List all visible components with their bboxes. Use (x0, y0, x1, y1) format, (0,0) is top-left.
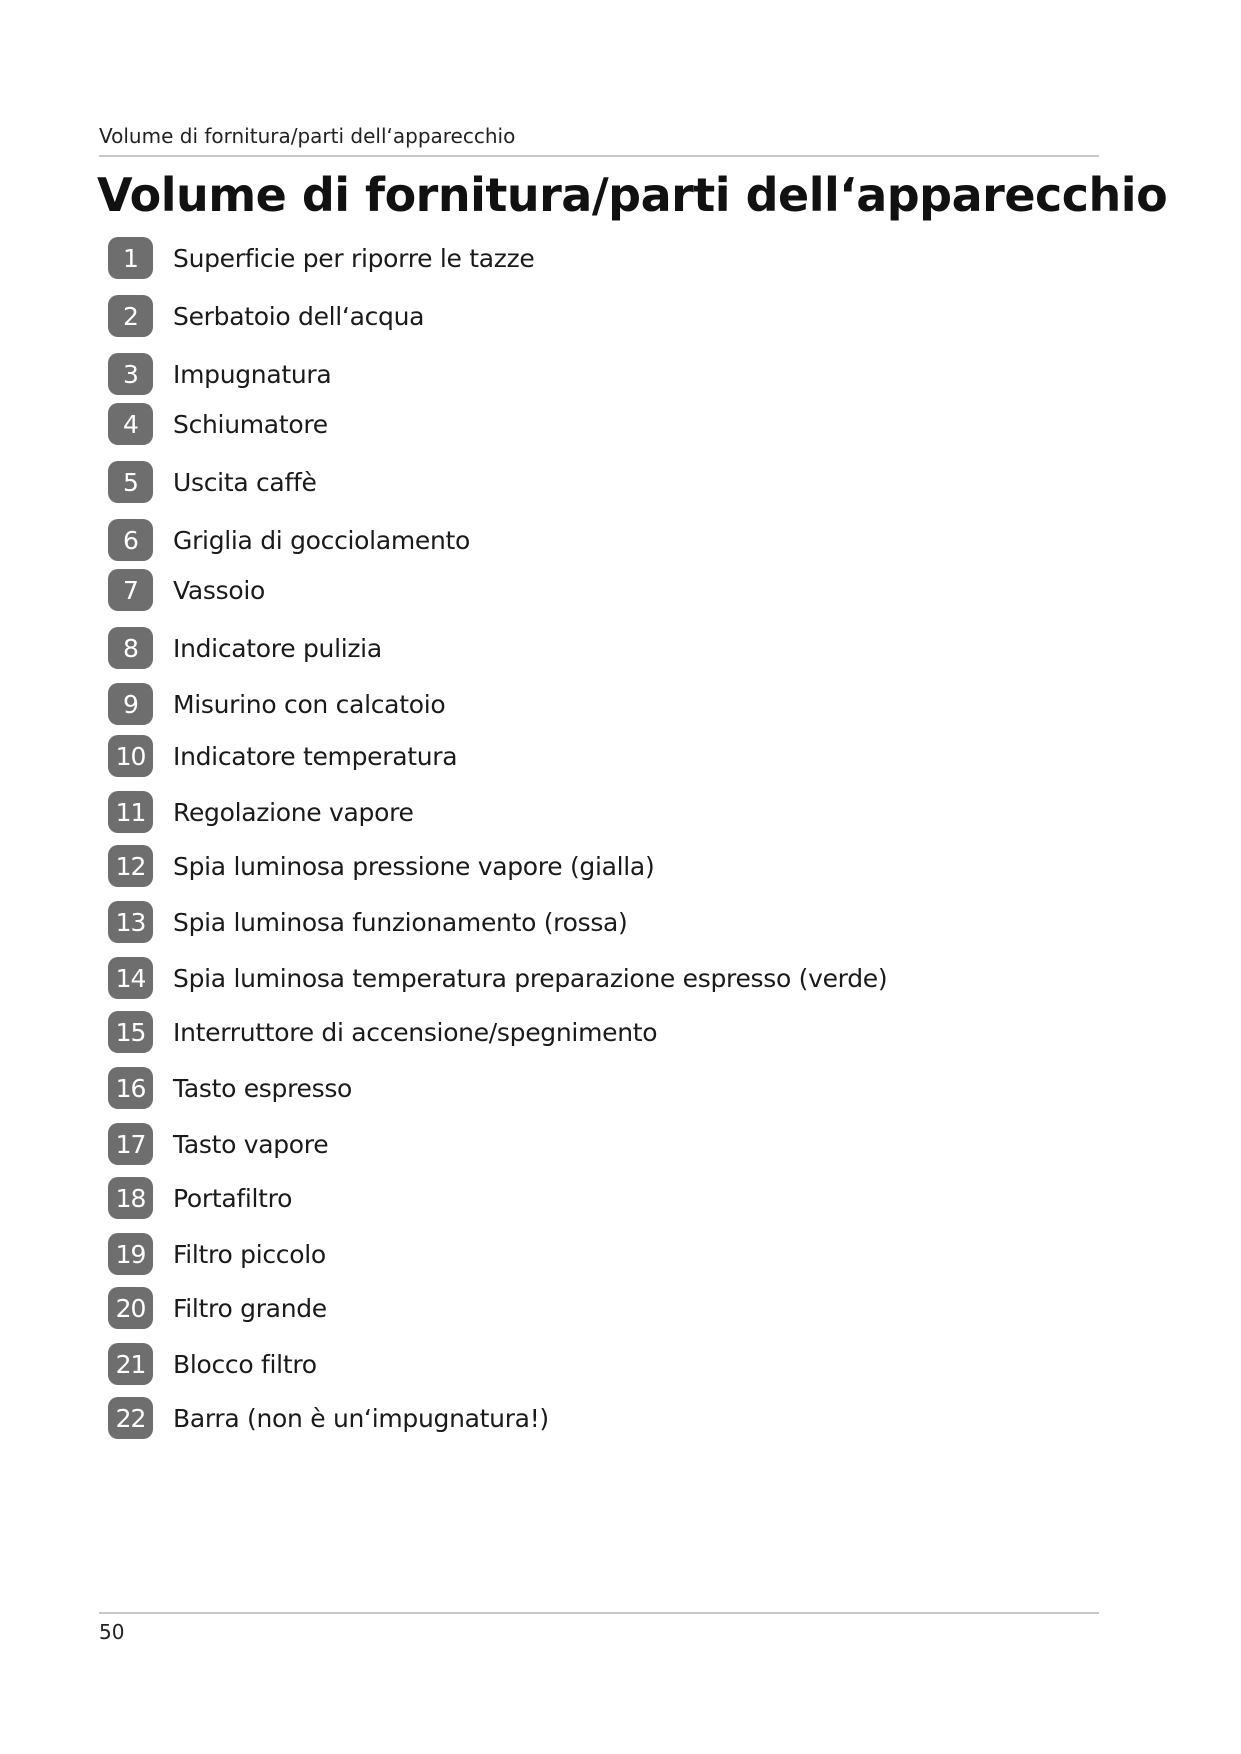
list-item (108, 626, 382, 670)
part-label: Tasto vapore (173, 1129, 329, 1159)
part-label: Filtro piccolo (173, 1239, 326, 1269)
part-number-badge: 18 (108, 1177, 153, 1219)
part-label: Superficie per riporre le tazze (173, 243, 535, 273)
list-item (108, 1396, 549, 1440)
list-item (108, 790, 414, 834)
part-number-badge: 5 (108, 461, 153, 503)
part-label: Indicatore pulizia (173, 633, 382, 663)
part-label: Griglia di gocciolamento (173, 525, 471, 555)
list-item (108, 402, 328, 446)
part-number-badge: 16 (108, 1067, 153, 1109)
part-label: Portafiltro (173, 1183, 293, 1213)
list-item (108, 294, 424, 338)
part-label: Interruttore di accensione/spegnimento (173, 1017, 658, 1047)
page-number: 50 (99, 1620, 125, 1644)
part-number-badge: 1 (108, 237, 153, 279)
list-item (108, 1010, 657, 1054)
part-number-badge: 13 (108, 901, 153, 943)
list-item (108, 1066, 352, 1110)
part-number-badge: 21 (108, 1343, 153, 1385)
list-item (108, 844, 654, 888)
footer-divider (99, 1612, 1099, 1614)
part-number-badge: 17 (108, 1123, 153, 1165)
part-label: Serbatoio dell‘acqua (173, 301, 425, 331)
part-number-badge: 22 (108, 1397, 153, 1439)
part-label: Spia luminosa funzionamento (rossa) (173, 907, 628, 937)
part-label: Schiumatore (173, 409, 328, 439)
list-item (108, 352, 331, 396)
part-number-badge: 4 (108, 403, 153, 445)
part-number-badge: 7 (108, 569, 153, 611)
list-item (108, 734, 457, 778)
list-item (108, 1232, 326, 1276)
part-label: Filtro grande (173, 1293, 327, 1323)
part-label: Misurino con calcatoio (173, 689, 446, 719)
part-number-badge: 11 (108, 791, 153, 833)
header-divider (99, 155, 1099, 157)
part-number-badge: 20 (108, 1287, 153, 1329)
list-item (108, 1176, 292, 1220)
part-number-badge: 15 (108, 1011, 153, 1053)
part-number-badge: 8 (108, 627, 153, 669)
part-number-badge: 2 (108, 295, 153, 337)
part-number-badge: 3 (108, 353, 153, 395)
part-label: Regolazione vapore (173, 797, 414, 827)
part-number-badge: 6 (108, 519, 153, 561)
part-label: Impugnatura (173, 359, 332, 389)
list-item (108, 236, 535, 280)
part-label: Tasto espresso (173, 1073, 353, 1103)
list-item (108, 682, 445, 726)
part-label: Indicatore temperatura (173, 741, 458, 771)
list-item (108, 1286, 327, 1330)
part-number-badge: 14 (108, 957, 153, 999)
list-item (108, 1342, 317, 1386)
running-header: Volume di fornitura/parti dell‘apparecchio (99, 124, 516, 148)
part-number-badge: 10 (108, 735, 153, 777)
list-item (108, 956, 887, 1000)
part-label: Vassoio (173, 575, 265, 605)
part-label: Spia luminosa pressione vapore (gialla) (173, 851, 655, 881)
part-number-badge: 12 (108, 845, 153, 887)
list-item (108, 460, 317, 504)
part-number-badge: 19 (108, 1233, 153, 1275)
list-item (108, 568, 265, 612)
part-label: Blocco filtro (173, 1349, 317, 1379)
part-label: Spia luminosa temperatura preparazione espresso (verde) (173, 963, 888, 993)
part-number-badge: 9 (108, 683, 153, 725)
page-title: Volume di fornitura/parti dell‘apparecchio (97, 168, 1168, 222)
list-item (108, 900, 628, 944)
part-label: Barra (non è un‘impugnatura!) (173, 1403, 549, 1433)
list-item (108, 1122, 328, 1166)
list-item (108, 518, 470, 562)
part-label: Uscita caffè (173, 467, 317, 497)
